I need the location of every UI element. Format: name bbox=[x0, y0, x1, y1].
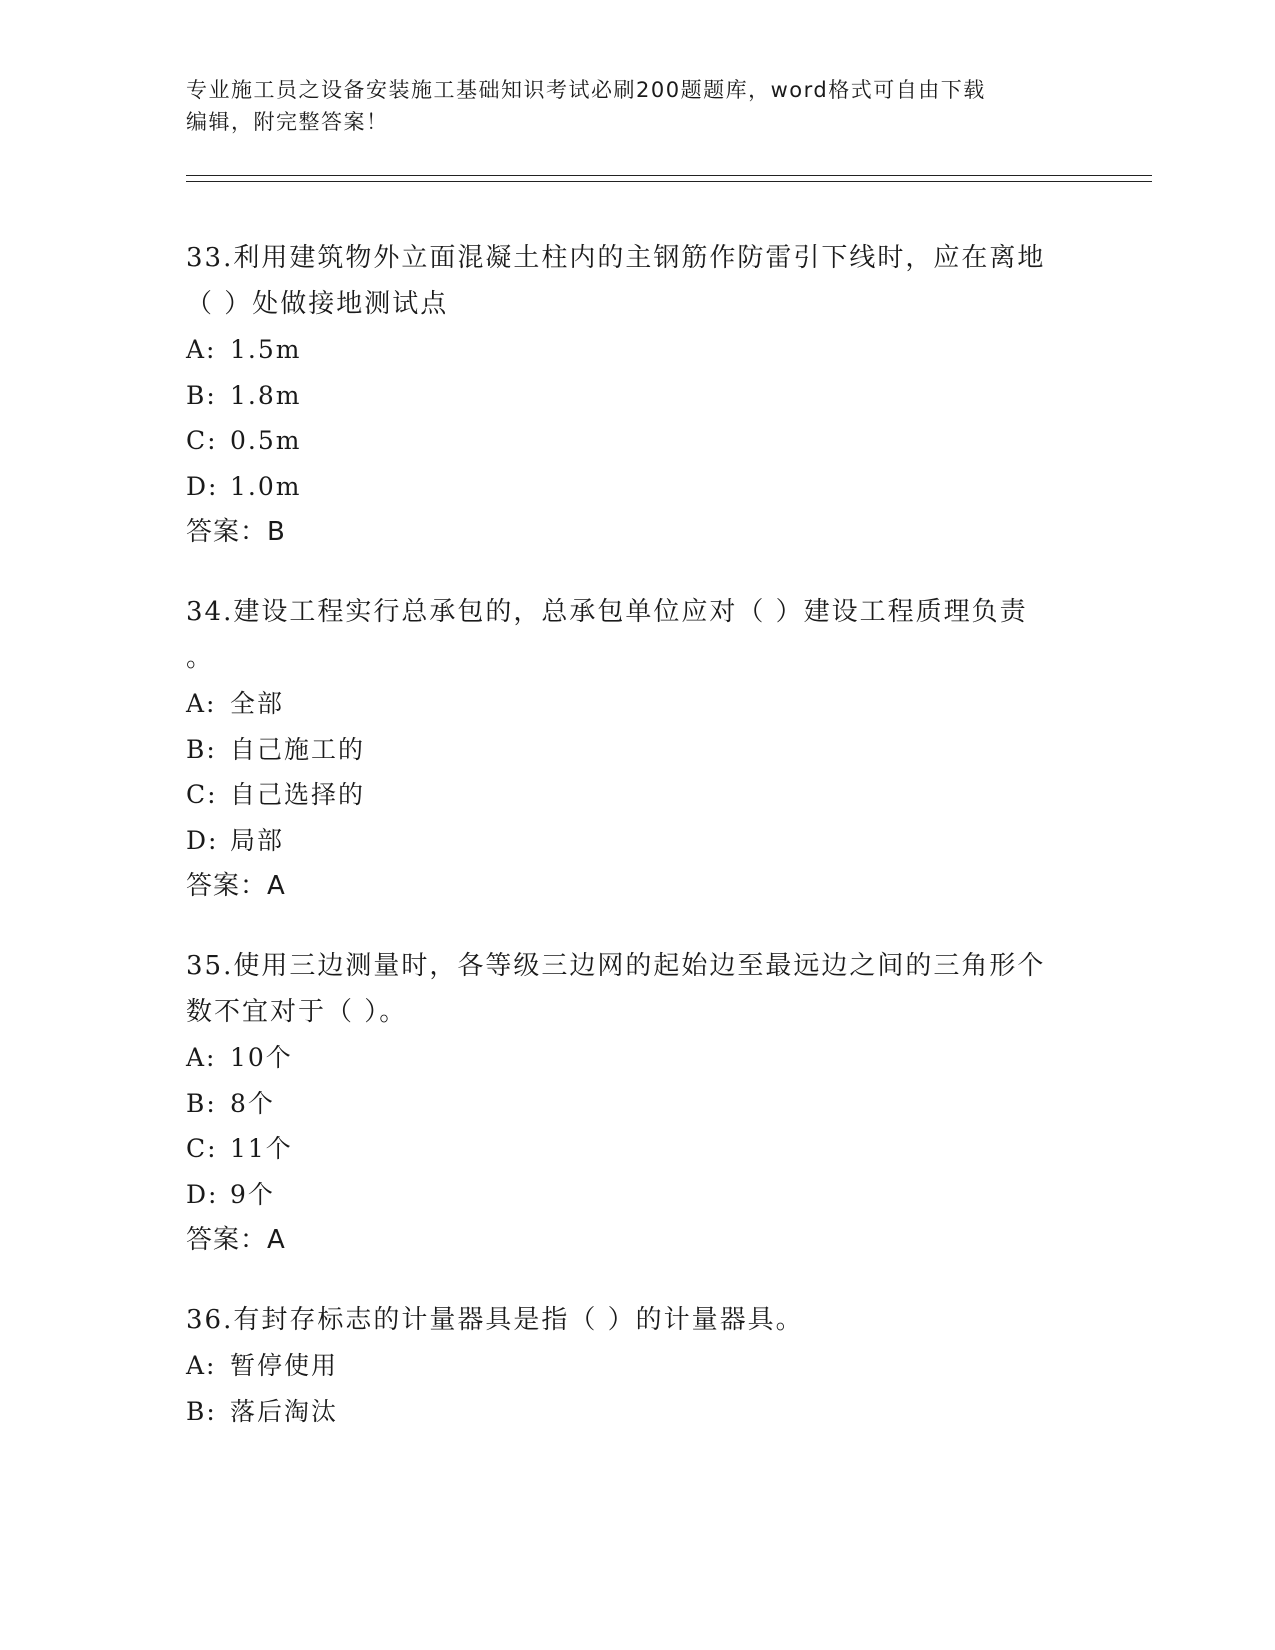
option-key: A: bbox=[186, 1043, 217, 1072]
option-value: 10个 bbox=[230, 1043, 293, 1072]
option-c bbox=[186, 418, 1086, 464]
option-value: 0.5m bbox=[230, 426, 302, 455]
answer: 答案：A bbox=[186, 1225, 286, 1255]
question-text-line-2: （ ）处做接地测试点 bbox=[186, 289, 449, 319]
option-value: 8个 bbox=[230, 1088, 275, 1118]
option-value: 自己选择的 bbox=[230, 780, 366, 809]
option-key: B: bbox=[186, 1088, 217, 1118]
option-value: 1.0m bbox=[230, 471, 302, 501]
option-key: A: bbox=[186, 1351, 217, 1380]
option-d bbox=[186, 464, 1086, 510]
answer: 答案：A bbox=[186, 871, 286, 901]
option-key: B: bbox=[186, 380, 217, 410]
option-key: D: bbox=[186, 1179, 219, 1209]
option-value: 9个 bbox=[230, 1179, 275, 1209]
option-value: 局部 bbox=[230, 825, 285, 855]
option-value: 11个 bbox=[230, 1134, 293, 1163]
question-text-line-2: 。 bbox=[186, 643, 215, 673]
question-text-line-1: 34.建设工程实行总承包的，总承包单位应对（ ）建设工程质理负责 bbox=[186, 597, 1028, 627]
question-34 bbox=[186, 589, 1086, 909]
option-d bbox=[186, 1172, 1086, 1218]
option-c bbox=[186, 772, 1086, 818]
option-value: 全部 bbox=[230, 689, 285, 718]
option-value: 落后淘汰 bbox=[230, 1396, 339, 1426]
option-key: C: bbox=[186, 426, 218, 455]
option-value: 1.5m bbox=[230, 335, 302, 364]
option-key: D: bbox=[186, 825, 219, 855]
option-key: C: bbox=[186, 780, 218, 809]
header-divider-top bbox=[186, 175, 1152, 176]
option-b bbox=[186, 1389, 1086, 1435]
option-value: 自己施工的 bbox=[230, 734, 366, 764]
option-b bbox=[186, 1081, 1086, 1127]
question-35 bbox=[186, 943, 1086, 1263]
option-key: B: bbox=[186, 734, 217, 764]
question-text-line-1: 33.利用建筑物外立面混凝土柱内的主钢筋作防雷引下线时，应在离地 bbox=[186, 243, 1046, 273]
question-list bbox=[186, 235, 1086, 1468]
option-b bbox=[186, 373, 1086, 419]
option-key: C: bbox=[186, 1134, 218, 1163]
document-header bbox=[186, 74, 1086, 138]
option-a bbox=[186, 327, 1086, 373]
question-text-line-2: 数不宜对于（ ）。 bbox=[186, 997, 408, 1027]
header-title-line-2: 编辑，附完整答案！ bbox=[186, 110, 389, 134]
question-33 bbox=[186, 235, 1086, 555]
question-36 bbox=[186, 1297, 1086, 1434]
question-text-line-1: 36.有封存标志的计量器具是指（ ）的计量器具。 bbox=[186, 1305, 804, 1335]
header-divider-bottom bbox=[186, 181, 1152, 182]
option-key: A: bbox=[186, 335, 217, 364]
option-d bbox=[186, 818, 1086, 864]
answer: 答案：B bbox=[186, 517, 286, 547]
option-value: 1.8m bbox=[230, 380, 302, 410]
option-value: 暂停使用 bbox=[230, 1351, 339, 1380]
question-text-line-1: 35.使用三边测量时，各等级三边网的起始边至最远边之间的三角形个 bbox=[186, 951, 1046, 981]
header-title-line-1: 专业施工员之设备安装施工基础知识考试必刷200题题库，word格式可自由下载 bbox=[186, 78, 986, 102]
option-a bbox=[186, 1035, 1086, 1081]
option-c bbox=[186, 1126, 1086, 1172]
option-key: B: bbox=[186, 1396, 217, 1426]
option-key: A: bbox=[186, 689, 217, 718]
option-a bbox=[186, 1343, 1086, 1389]
option-key: D: bbox=[186, 471, 219, 501]
option-a bbox=[186, 681, 1086, 727]
option-b bbox=[186, 727, 1086, 773]
